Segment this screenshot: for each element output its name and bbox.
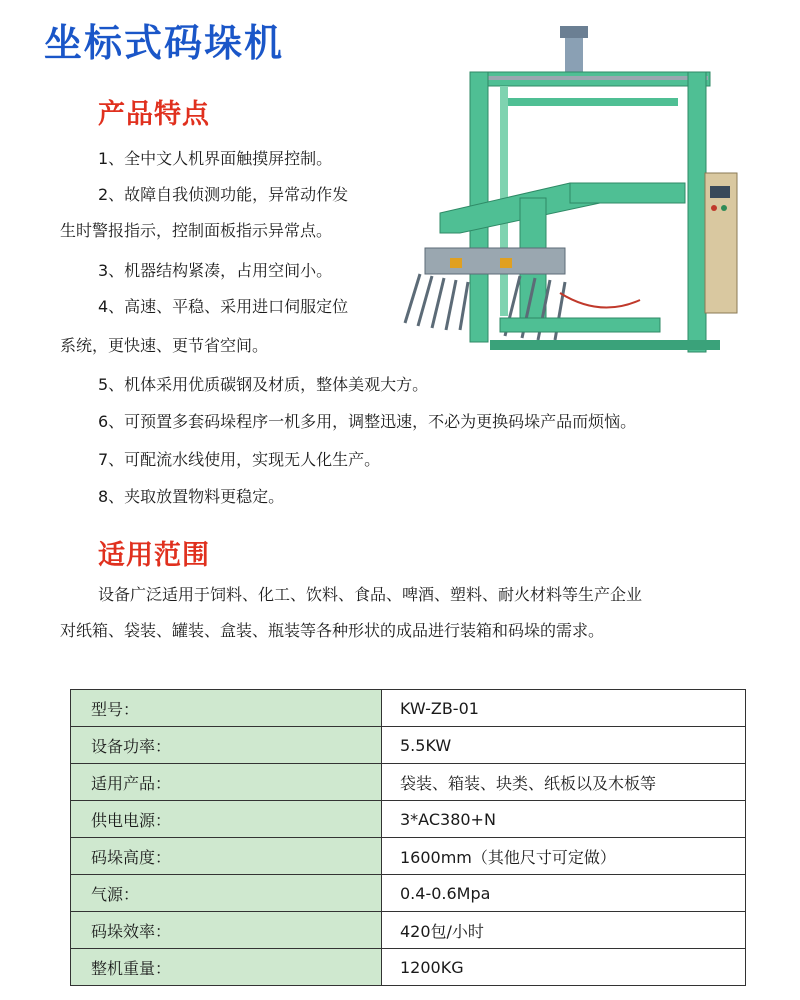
spec-label: 型号： (71, 690, 382, 727)
feature-line: 系统，更快速、更节省空间。 (60, 336, 269, 355)
table-row (71, 801, 746, 838)
spec-value: 袋装、箱装、块类、纸板以及木板等 (382, 764, 746, 801)
feature-line: 2、故障自我侦测功能，异常动作发 (98, 185, 349, 204)
table-row (71, 875, 746, 912)
feature-line: 生时警报指示，控制面板指示异常点。 (60, 221, 333, 240)
table-row (71, 838, 746, 875)
feature-line: 6、可预置多套码垛程序一机多用，调整迅速，不必为更换码垛产品而烦恼。 (98, 412, 637, 431)
spec-label: 整机重量： (71, 949, 382, 986)
table-row (71, 690, 746, 727)
spec-label: 适用产品： (71, 764, 382, 801)
table-row (71, 912, 746, 949)
spec-value: 3*AC380+N (382, 801, 746, 838)
spec-label: 气源： (71, 875, 382, 912)
palletizer-machine-image (400, 18, 740, 363)
spec-table (70, 689, 746, 986)
feature-line: 3、机器结构紧凑，占用空间小。 (98, 261, 333, 280)
feature-line: 1、全中文人机界面触摸屏控制。 (98, 149, 333, 168)
spec-value: 5.5KW (382, 727, 746, 764)
features-heading: 产品特点 (98, 99, 210, 130)
spec-value: 0.4-0.6Mpa (382, 875, 746, 912)
table-row (71, 727, 746, 764)
spec-label: 供电电源： (71, 801, 382, 838)
spec-label: 设备功率： (71, 727, 382, 764)
feature-line: 8、夹取放置物料更稳定。 (98, 487, 285, 506)
feature-line: 7、可配流水线使用，实现无人化生产。 (98, 450, 381, 469)
spec-label: 码垛效率： (71, 912, 382, 949)
scope-line: 对纸箱、袋装、罐装、盒装、瓶装等各种形状的成品进行装箱和码垛的需求。 (60, 621, 605, 640)
table-row (71, 949, 746, 986)
feature-line: 4、高速、平稳、采用进口伺服定位 (98, 297, 349, 316)
spec-value: 1200KG (382, 949, 746, 986)
page-title: 坐标式码垛机 (44, 21, 285, 65)
spec-value: 1600mm（其他尺寸可定做） (382, 838, 746, 875)
scope-line: 设备广泛适用于饲料、化工、饮料、食品、啤酒、塑料、耐火材料等生产企业 (98, 585, 643, 604)
spec-value: 420包/小时 (382, 912, 746, 949)
table-row (71, 764, 746, 801)
servo-motor (565, 36, 583, 74)
feature-line: 5、机体采用优质碳钢及材质，整体美观大方。 (98, 375, 429, 394)
spec-label: 码垛高度： (71, 838, 382, 875)
spec-value: KW-ZB-01 (382, 690, 746, 727)
scope-heading: 适用范围 (98, 540, 210, 571)
